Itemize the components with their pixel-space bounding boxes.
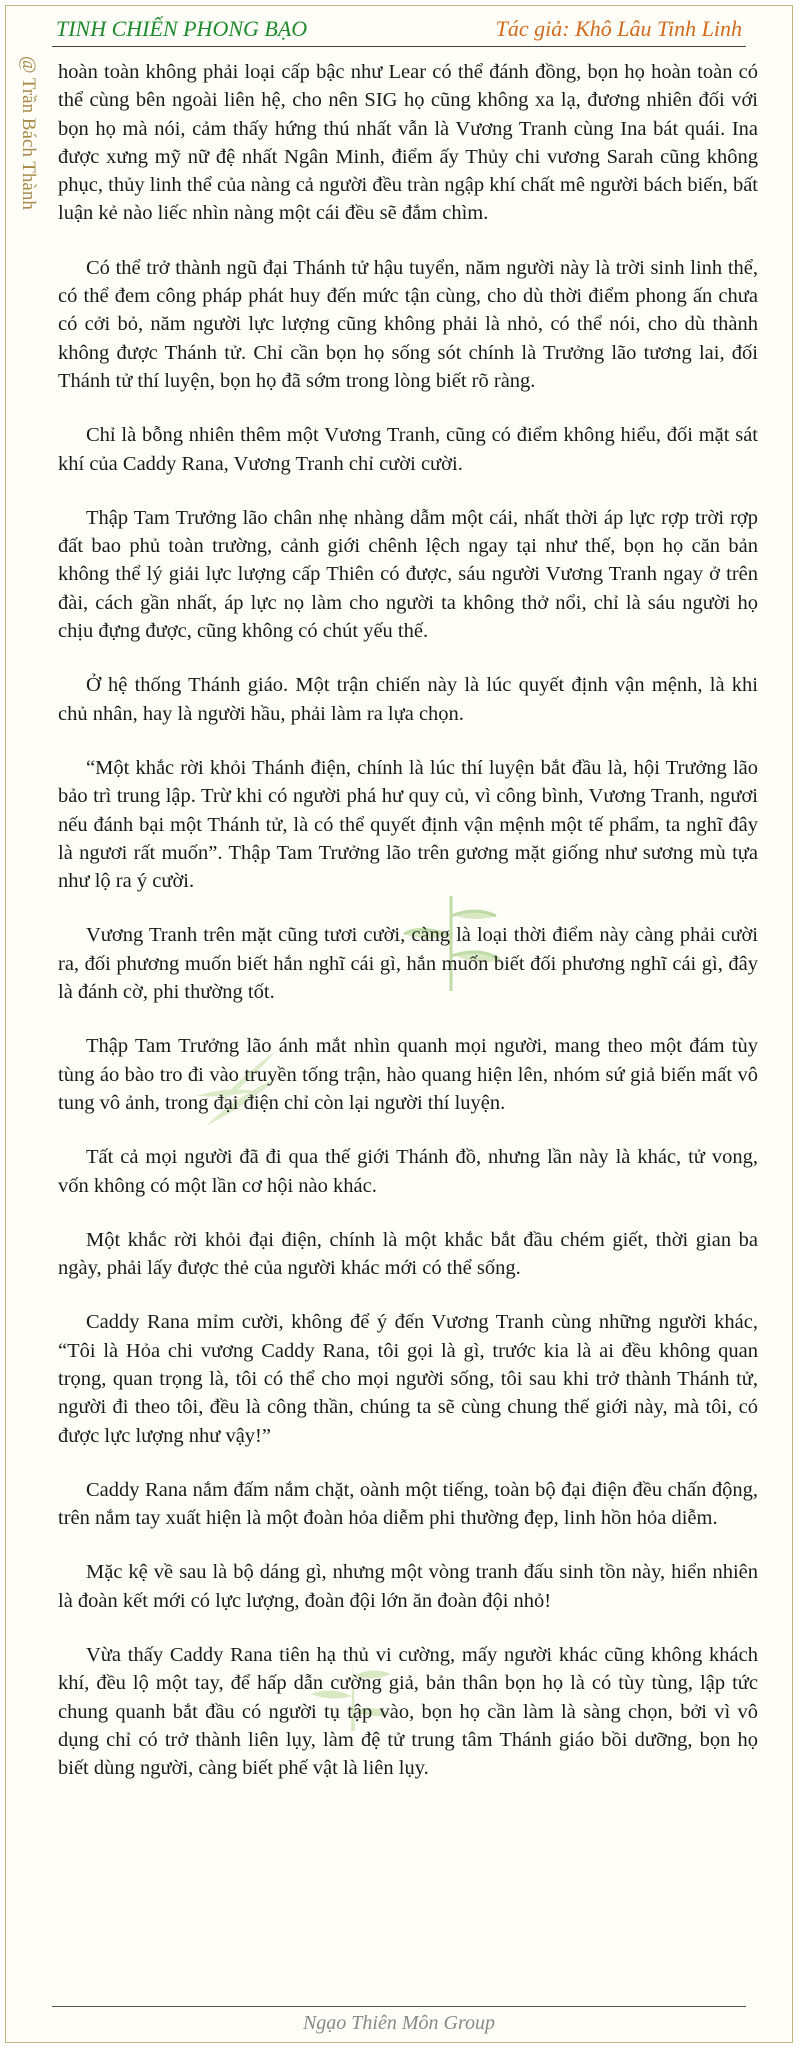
paragraph: Ở hệ thống Thánh giáo. Một trận chiến này là lúc quyết định vận mệnh, là khi chủ nhân, hay là người hầu, phải làm ra lựa chọn. bbox=[58, 674, 758, 725]
group-credit: Ngạo Thiên Môn Group bbox=[302, 2012, 496, 2034]
paragraph: “Một khắc rời khỏi Thánh điện, chính là lúc thí luyện bắt đầu là, hội Trưởng lão bảo trì trung lập. Trừ khi có người phá hư quy củ, vì công bình, Vương Tranh, ngươi nếu đánh bại một Thánh tử, là có thể quyết định vận mệnh một tế phẩm, ta nghĩ đây là ngươi rất muốn”. Thập Tam Trưởng lão trên gương mặt giống như sương mù tựa như lộ ra ý cười. bbox=[58, 756, 758, 893]
side-credit-strip bbox=[12, 56, 40, 266]
page-frame bbox=[5, 5, 793, 2043]
page-header bbox=[52, 14, 746, 47]
paragraph: Chỉ là bỗng nhiên thêm một Vương Tranh, cũng có điểm không hiểu, đối mặt sát khí của Caddy Rana, Vương Tranh chỉ cười cười. bbox=[58, 424, 758, 475]
paragraph: Vương Tranh trên mặt cũng tươi cười, càng là loại thời điểm này càng phải cười ra, đối phương muốn biết hắn nghĩ cái gì, hắn muốn biết đối phương nghĩ cái gì, đây là đánh cờ, phi thường tốt. bbox=[58, 924, 758, 1004]
translator-credit: @ Trần Bách Thành bbox=[18, 56, 39, 210]
paragraph: Một khắc rời khỏi đại điện, chính là một khắc bắt đầu chém giết, thời gian ba ngày, phải lấy được thẻ của người khác mới có thể sống. bbox=[58, 1228, 758, 1280]
paragraph: Vừa thấy Caddy Rana tiên hạ thủ vi cường, mấy người khác cũng không khách khí, đều lộ một tay, để hấp dẫn cường giả, bản thân bọn họ là có tùy tùng, lập tức chung quanh bắt đầu có người tụ tập vào, bọn họ cần làm là sàng chọn, bởi vì vô dụng chỉ có trở thành liên lụy, làm đệ tử trung tâm Thánh giáo bồi dưỡng, bọn họ biết dùng người, càng biết phế vật là liên lụy. bbox=[58, 1644, 758, 1780]
paragraph: Caddy Rana nắm đấm nắm chặt, oành một tiếng, toàn bộ đại điện đều chấn động, trên nắm tay xuất hiện là một đoàn hỏa diễm phi thường đẹp, linh hồn hỏa diễm. bbox=[58, 1478, 758, 1530]
author-credit: Tác giả: Khô Lâu Tinh Linh bbox=[495, 16, 742, 41]
paragraph: Mặc kệ về sau là bộ dáng gì, nhưng một vòng tranh đấu sinh tồn này, hiển nhiên là đoàn kết mới có lực lượng, đoàn đội lớn ăn đoàn đội nhỏ! bbox=[58, 1561, 758, 1612]
paragraph: Thập Tam Trưởng lão chân nhẹ nhàng dẫm một cái, nhất thời áp lực rợp trời rợp đất bao phủ toàn trường, cảnh giới chênh lệch ngay tại như thế, bọn họ căn bản không thể lý giải lực lượng cấp Thiên có được, sáu người Vương Tranh ngay ở trên đài, cách gần nhất, áp lực nọ làm cho người ta không thở nổi, chỉ là sáu người họ chịu đựng được, cũng không có chút yếu thế. bbox=[58, 506, 758, 643]
chapter-body bbox=[58, 58, 758, 1809]
paragraph: Tất cả mọi người đã đi qua thế giới Thánh đồ, nhưng lần này là khác, tử vong, vốn không có một lần cơ hội nào khác. bbox=[58, 1146, 758, 1197]
paragraph: Caddy Rana mỉm cười, không để ý đến Vương Tranh cùng những người khác, “Tôi là Hỏa chi vương Caddy Rana, tôi gọi là gì, trước kia là ai đều không quan trọng, quan trọng là, tôi có thể cho mọi người sống, tôi sau khi trở thành Thánh tử, người đi theo tôi, đều là công thần, chúng ta sẽ cùng chung thế giới này, mà tôi, có được lực lượng như vậy!” bbox=[58, 1311, 758, 1447]
paragraph: Thập Tam Trưởng lão ánh mắt nhìn quanh mọi người, mang theo một đám tùy tùng áo bào tro đi vào truyền tống trận, hào quang hiện lên, nhóm sứ giả biến mất vô tung vô ảnh, trong đại điện chỉ còn lại người thí luyện. bbox=[58, 1035, 758, 1114]
footer-divider bbox=[52, 2006, 746, 2007]
paragraph: Có thể trở thành ngũ đại Thánh tử hậu tuyển, năm người này là trời sinh linh thể, có thể đem công pháp phát huy đến mức tận cùng, cho dù thời điểm phong ấn chưa có cởi bỏ, năm người lực lượng cũng không phải là nhỏ, có thể nói, cho dù thành không được Thánh tử. Chỉ cần bọn họ sống sót chính là Trưởng lão tương lai, đối Thánh tử thí luyện, bọn họ đã sớm trong lòng biết rõ ràng. bbox=[58, 256, 758, 392]
book-title: TINH CHIẾN PHONG BẠO bbox=[56, 16, 308, 41]
paragraph: hoàn toàn không phải loại cấp bậc như Lear có thể đánh đồng, bọn họ hoàn toàn có thể cùng bên ngoài liên hệ, cho nên SIG họ cũng không xa lạ, đương nhiên đối với bọn họ mà nói, cảm thấy hứng thú nhất vẫn là Vương Tranh cùng Ina bát quái. Ina được xưng mỹ nữ đệ nhất Ngân Minh, điểm ấy Thủy chi vương Sarah cũng không phục, thủy linh thể của nàng cả người đều tràn ngập khí chất mê người bách biến, bất luận kẻ nào liếc nhìn nàng một cái đều sẽ đắm chìm. bbox=[58, 61, 758, 225]
